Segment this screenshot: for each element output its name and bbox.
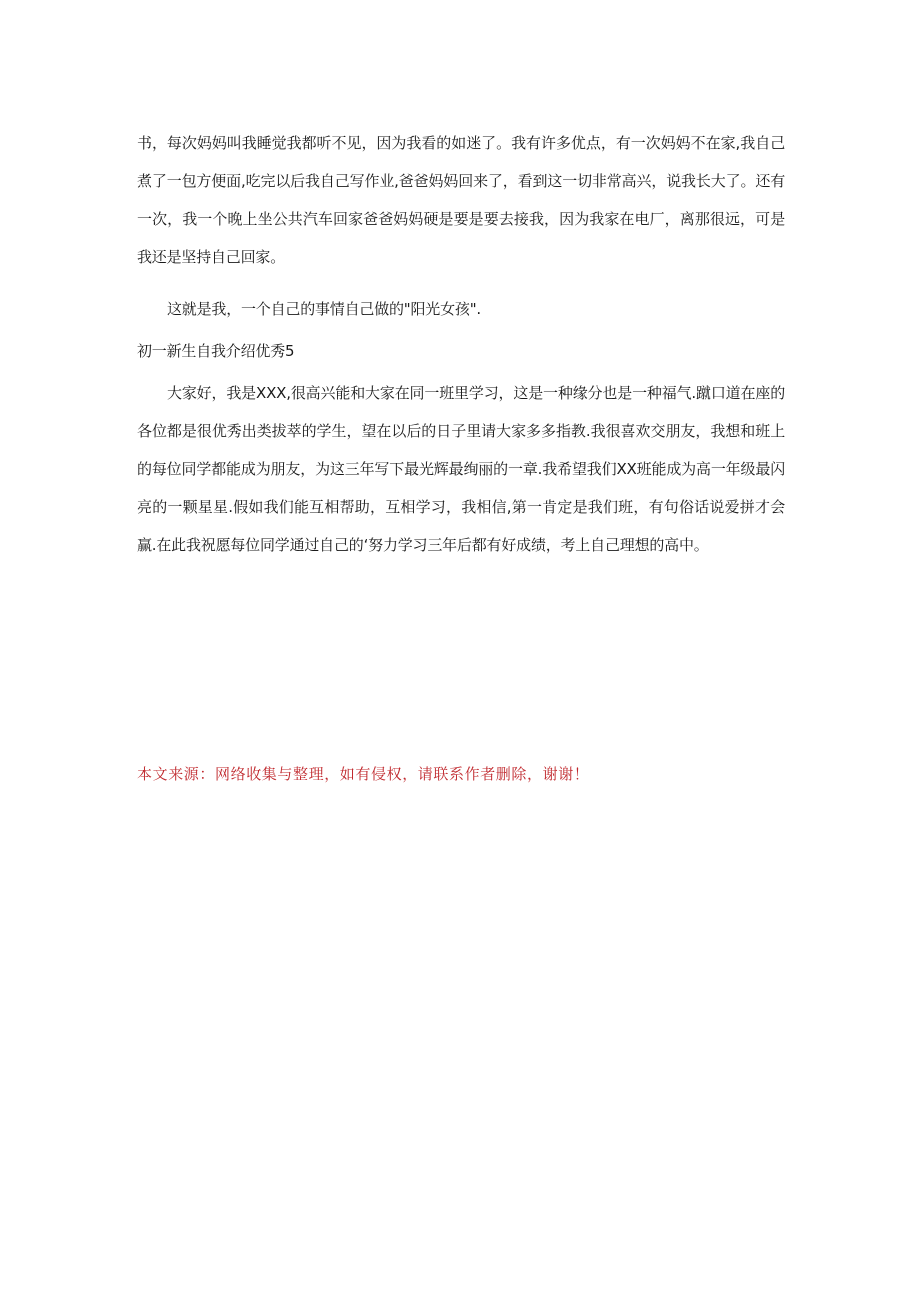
source-disclaimer: 本文来源：网络收集与整理，如有侵权，请联系作者删除，谢谢！ <box>137 765 590 783</box>
body-paragraph: 大家好，我是XXX,很高兴能和大家在同一班里学习，这是一种缘分也是一种福气.蹴口道在座的各位都是很优秀出类拔萃的学生，望在以后的日子里请大家多多指教.我很喜欢交朋友，我想和班上的每位同学都能成为朋友，为这三年写下最光辉最绚丽的一章.我希望我们XX班能成为高一年级最闪亮的一颗星星.假如我们能互相帮助，互相学习，我相信,第一肯定是我们班，有句俗话说爱拼才会赢.在此我祝愿每位同学通过自己的‘努力学习三年后都有好成绩，考上自己理想的高中。 <box>137 384 785 554</box>
section-heading: 初一新生自我介绍优秀5 <box>137 342 295 360</box>
body-paragraph: 书，每次妈妈叫我睡觉我都听不见，因为我看的如迷了。我有许多优点，有一次妈妈不在家,我自己煮了一包方便面,吃完以后我自己写作业,爸爸妈妈回来了，看到这一切非常高兴，说我长大了。还有一次，我一个晚上坐公共汽车回家爸爸妈妈硬是要是要去接我，因为我家在电厂，离那很远，可是我还是坚持自己回家。 <box>137 134 785 266</box>
body-paragraph: 这就是我，一个自己的事情自己做的"阳光女孩". <box>167 300 481 318</box>
document-body <box>137 124 785 564</box>
